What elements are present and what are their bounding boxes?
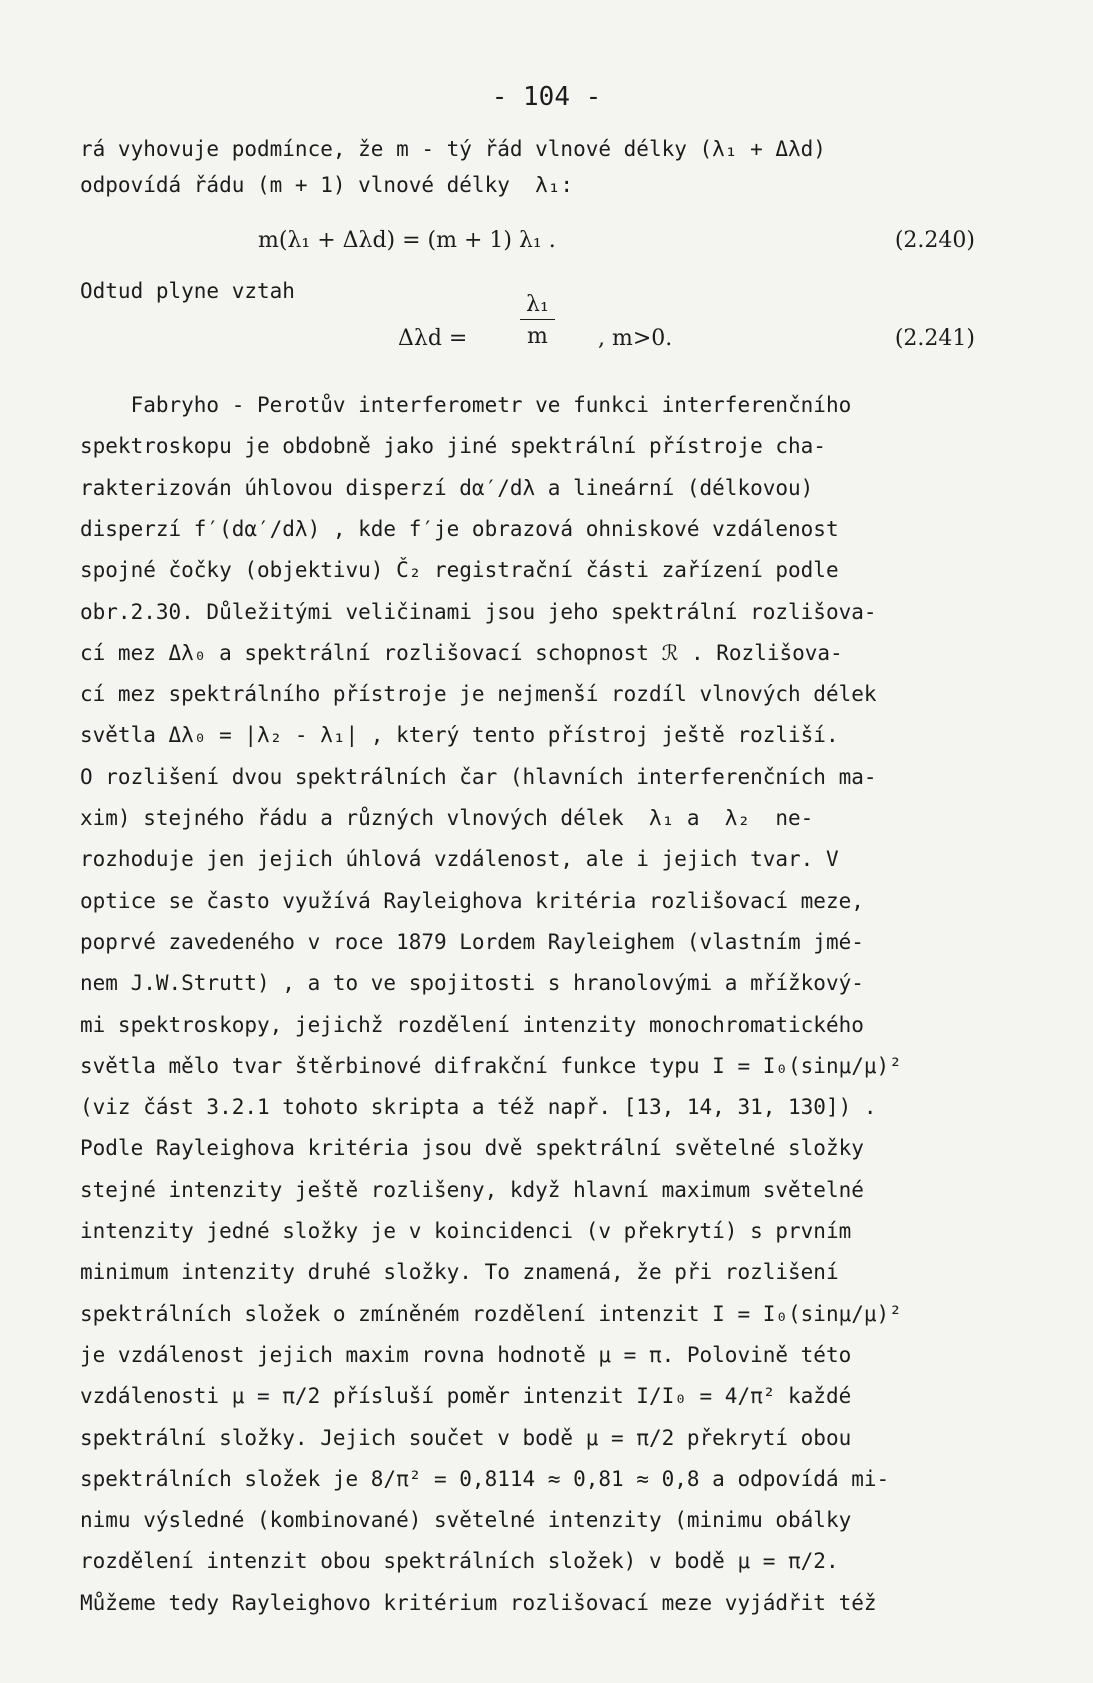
odtud-label: Odtud plyne vztah — [80, 279, 295, 303]
body-line: Můžeme tedy Rayleighovo kritérium rozlišovací meze vyjádřit též — [80, 1591, 877, 1615]
body-line: stejné intenzity ještě rozlišeny, když hlavní maximum světelné — [80, 1178, 864, 1202]
body-line: (viz část 3.2.1 tohoto skripta a též např. [13, 14, 31, 130]) . — [80, 1095, 877, 1119]
intro-line-2: odpovídá řádu (m + 1) vlnové délky λ₁: — [80, 173, 574, 197]
body-line: cí mez spektrálního přístroje je nejmenší rozdíl vlnových délek — [80, 682, 877, 706]
body-line: spektrální složky. Jejich součet v bodě μ = π/2 překrytí obou — [80, 1426, 852, 1450]
body-line: xim) stejného řádu a různých vlnových délek λ₁ a λ₂ ne- — [80, 806, 814, 830]
equation-2-240: m(λ₁ + Δλd) = (m + 1) λ₁ . — [258, 228, 556, 253]
body-line: světla Δλ₀ = |λ₂ - λ₁| , který tento přístroj ještě rozliší. — [80, 723, 839, 747]
fraction-numerator: λ₁ — [520, 292, 555, 320]
body-line: disperzí f′(dα′/dλ) , kde f′je obrazová ohniskové vzdálenost — [80, 517, 839, 541]
body-line: spojné čočky (objektivu) Č₂ registrační části zařízení podle — [80, 558, 839, 582]
body-line: spektrálních složek o zmíněném rozdělení intenzit I = I₀(sinμ/μ)² — [80, 1302, 902, 1326]
equation-number-2-240: (2.240) — [894, 228, 975, 253]
equation-number-2-241: (2.241) — [894, 326, 975, 351]
equation-2-241-lhs: Δλd = — [398, 326, 468, 351]
body-line: vzdálenosti μ = π/2 přísluší poměr intenzit I/I₀ = 4/π² každé — [80, 1384, 852, 1408]
body-line: Podle Rayleighova kritéria jsou dvě spektrální světelné složky — [80, 1136, 864, 1160]
body-line: cí mez Δλ₀ a spektrální rozlišovací schopnost ℛ . Rozlišova- — [80, 641, 843, 665]
body-line: nem J.W.Strutt) , a to ve spojitosti s hranolovými a mřížkový- — [80, 971, 864, 995]
page-number: - 104 - — [491, 82, 602, 112]
body-line: spektroskopu je obdobně jako jiné spektrální přístroje cha- — [80, 434, 826, 458]
body-line: nimu výsledné (kombinované) světelné intenzity (minimu obálky — [80, 1508, 852, 1532]
body-line: poprvé zavedeného v roce 1879 Lordem Rayleighem (vlastním jmé- — [80, 930, 864, 954]
body-line: O rozlišení dvou spektrálních čar (hlavních interferenčních ma- — [80, 765, 877, 789]
body-line: intenzity jedné složky je v koincidenci (v překrytí) s prvním — [80, 1219, 852, 1243]
equation-2-241-rhs: , m>0. — [598, 326, 673, 351]
body-line: světla mělo tvar štěrbinové difrakční funkce typu I = I₀(sinμ/μ)² — [80, 1054, 902, 1078]
body-line: rozhoduje jen jejich úhlová vzdálenost, ale i jejich tvar. V — [80, 847, 839, 871]
body-line: spektrálních složek je 8/π² = 0,8114 ≈ 0,81 ≈ 0,8 a odpovídá mi- — [80, 1467, 890, 1491]
body-line: mi spektroskopy, jejichž rozdělení intenzity monochromatického — [80, 1013, 864, 1037]
body-line: je vzdálenost jejich maxim rovna hodnotě μ = π. Polovině této — [80, 1343, 852, 1367]
intro-line-1: rá vyhovuje podmínce, že m - tý řád vlnové délky (λ₁ + Δλd) — [80, 137, 826, 161]
body-line: optice se často využívá Rayleighova kritéria rozlišovací meze, — [80, 889, 864, 913]
body-line: Fabryho - Perotův interferometr ve funkci interferenčního — [80, 393, 852, 417]
fraction-denominator: m — [526, 324, 548, 349]
equation-2-241-fraction — [520, 292, 555, 349]
body-line: minimum intenzity druhé složky. To znamená, že při rozlišení — [80, 1260, 839, 1284]
body-line: obr.2.30. Důležitými veličinami jsou jeho spektrální rozlišova- — [80, 600, 877, 624]
body-line: rozdělení intenzit obou spektrálních složek) v bodě μ = π/2. — [80, 1549, 839, 1573]
body-line: rakterizován úhlovou disperzí dα′/dλ a lineární (délkovou) — [80, 476, 814, 500]
